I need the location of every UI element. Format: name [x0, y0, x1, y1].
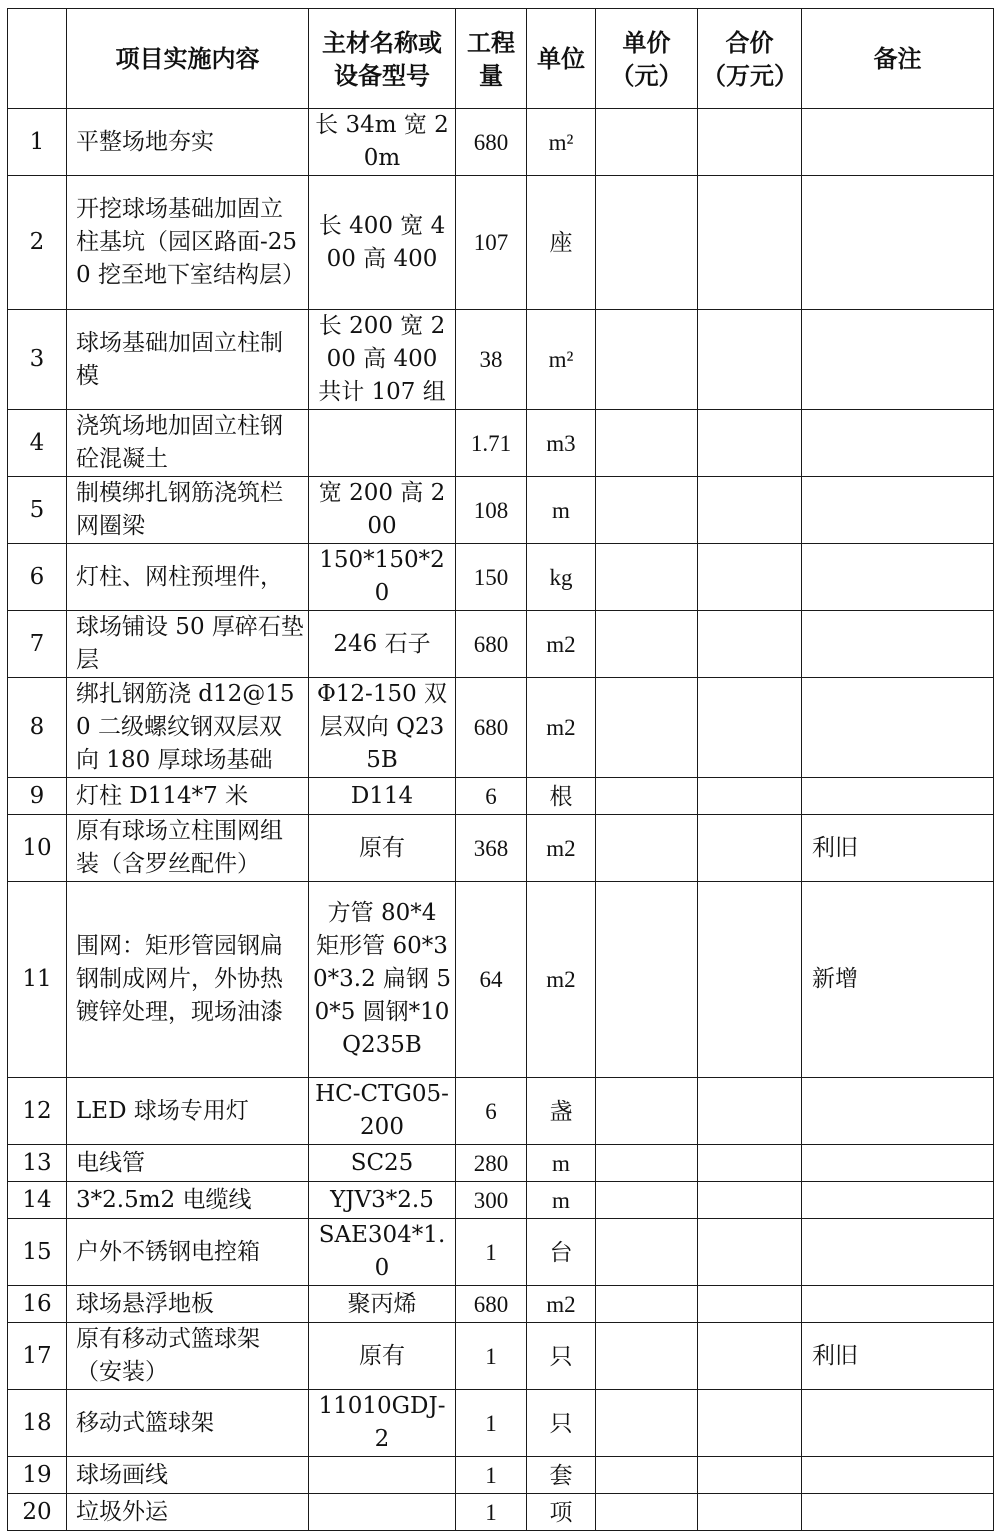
cell-material: 原有 [309, 1323, 456, 1390]
cell-content: 球场悬浮地板 [67, 1286, 309, 1323]
cell-unit: m [527, 1182, 596, 1219]
cell-no: 14 [8, 1182, 67, 1219]
cell-quantity: 6 [456, 778, 527, 815]
cell-content: 户外不锈钢电控箱 [67, 1219, 309, 1286]
cell-unit-price [596, 1457, 698, 1494]
cell-unit-price [596, 1219, 698, 1286]
header-quantity: 工程量 [456, 9, 527, 109]
table-row [8, 1390, 994, 1457]
table-row [8, 1145, 994, 1182]
cell-material: D114 [309, 778, 456, 815]
cell-content: LED 球场专用灯 [67, 1078, 309, 1145]
cell-material [309, 1494, 456, 1531]
cell-remarks [802, 1182, 994, 1219]
cell-content: 开挖球场基础加固立柱基坑（园区路面-250 挖至地下室结构层） [67, 176, 309, 310]
cell-remarks [802, 1145, 994, 1182]
table-row [8, 1182, 994, 1219]
cell-total-price [698, 1286, 802, 1323]
cell-content: 3*2.5m2 电缆线 [67, 1182, 309, 1219]
cell-remarks [802, 1494, 994, 1531]
cell-unit-price [596, 678, 698, 778]
cell-unit: m2 [527, 611, 596, 678]
cell-unit-price [596, 1286, 698, 1323]
cell-total-price [698, 611, 802, 678]
cell-unit: 座 [527, 176, 596, 310]
header-material: 主材名称或设备型号 [309, 9, 456, 109]
cell-unit: kg [527, 544, 596, 611]
cell-no: 5 [8, 477, 67, 544]
cell-content: 垃圾外运 [67, 1494, 309, 1531]
table-row [8, 1457, 994, 1494]
cell-no: 12 [8, 1078, 67, 1145]
cell-material: 方管 80*4 矩形管 60*30*3.2 扁钢 50*5 圆钢*10 Q235B [309, 882, 456, 1078]
table-header-row [8, 9, 994, 109]
table-row [8, 310, 994, 410]
cell-unit: m [527, 1145, 596, 1182]
cell-unit: 只 [527, 1390, 596, 1457]
cell-content: 原有移动式篮球架（安装） [67, 1323, 309, 1390]
cell-total-price [698, 815, 802, 882]
table-row [8, 815, 994, 882]
cell-quantity: 64 [456, 882, 527, 1078]
cell-material: SC25 [309, 1145, 456, 1182]
cell-unit-price [596, 176, 698, 310]
cell-unit-price [596, 778, 698, 815]
cell-material: 150*150*20 [309, 544, 456, 611]
cell-remarks: 新增 [802, 882, 994, 1078]
cell-content: 球场基础加固立柱制模 [67, 310, 309, 410]
cell-remarks [802, 1078, 994, 1145]
cell-no: 11 [8, 882, 67, 1078]
cell-unit: 套 [527, 1457, 596, 1494]
cell-quantity: 1 [456, 1219, 527, 1286]
cell-no: 8 [8, 678, 67, 778]
cell-no: 19 [8, 1457, 67, 1494]
table-row [8, 1219, 994, 1286]
cell-content: 灯柱、网柱预埋件， [67, 544, 309, 611]
table-row [8, 778, 994, 815]
cell-unit-price [596, 410, 698, 477]
cell-unit-price [596, 1323, 698, 1390]
cell-remarks [802, 310, 994, 410]
cell-remarks [802, 410, 994, 477]
cell-total-price [698, 778, 802, 815]
cell-no: 18 [8, 1390, 67, 1457]
cell-unit-price [596, 611, 698, 678]
cell-total-price [698, 1390, 802, 1457]
cell-quantity: 680 [456, 611, 527, 678]
cell-no: 15 [8, 1219, 67, 1286]
cell-remarks [802, 544, 994, 611]
table-row [8, 544, 994, 611]
cell-material: 246 石子 [309, 611, 456, 678]
cell-total-price [698, 477, 802, 544]
cell-quantity: 1 [456, 1457, 527, 1494]
cell-no: 4 [8, 410, 67, 477]
table-row [8, 477, 994, 544]
table-row [8, 1494, 994, 1531]
header-content: 项目实施内容 [67, 9, 309, 109]
cell-material: SAE304*1.0 [309, 1219, 456, 1286]
cell-material [309, 410, 456, 477]
table-row [8, 882, 994, 1078]
cell-no: 7 [8, 611, 67, 678]
cell-unit: 根 [527, 778, 596, 815]
cell-content: 灯柱 D114*7 米 [67, 778, 309, 815]
table-row [8, 176, 994, 310]
table-body [8, 109, 994, 1531]
cell-remarks [802, 1219, 994, 1286]
cell-no: 3 [8, 310, 67, 410]
cell-quantity: 300 [456, 1182, 527, 1219]
cell-total-price [698, 1182, 802, 1219]
cell-remarks: 利旧 [802, 815, 994, 882]
cell-total-price [698, 1145, 802, 1182]
cell-material: 11010GDJ-2 [309, 1390, 456, 1457]
cell-quantity: 680 [456, 1286, 527, 1323]
table-row [8, 678, 994, 778]
cell-unit: m² [527, 109, 596, 176]
header-remarks: 备注 [802, 9, 994, 109]
cell-material: Φ12-150 双层双向 Q235B [309, 678, 456, 778]
cell-unit-price [596, 109, 698, 176]
cell-unit-price [596, 815, 698, 882]
cell-content: 围网：矩形管园钢扁钢制成网片，外协热镀锌处理，现场油漆 [67, 882, 309, 1078]
cell-content: 制模绑扎钢筋浇筑栏网圈梁 [67, 477, 309, 544]
table-row [8, 611, 994, 678]
cell-no: 6 [8, 544, 67, 611]
cell-total-price [698, 1219, 802, 1286]
cell-remarks [802, 109, 994, 176]
cell-remarks [802, 1390, 994, 1457]
cell-quantity: 1 [456, 1390, 527, 1457]
cell-remarks [802, 477, 994, 544]
cell-no: 10 [8, 815, 67, 882]
cell-remarks [802, 611, 994, 678]
cell-total-price [698, 544, 802, 611]
cell-no: 16 [8, 1286, 67, 1323]
cell-unit: m² [527, 310, 596, 410]
cell-remarks [802, 778, 994, 815]
cell-material: 原有 [309, 815, 456, 882]
cell-total-price [698, 1078, 802, 1145]
cell-remarks [802, 1457, 994, 1494]
cell-content: 浇筑场地加固立柱钢砼混凝土 [67, 410, 309, 477]
cell-unit-price [596, 1145, 698, 1182]
cell-quantity: 108 [456, 477, 527, 544]
cell-total-price [698, 1323, 802, 1390]
cell-unit: m2 [527, 882, 596, 1078]
cell-content: 球场铺设 50 厚碎石垫层 [67, 611, 309, 678]
cell-material: 长 34m 宽 20m [309, 109, 456, 176]
cell-content: 电线管 [67, 1145, 309, 1182]
cell-quantity: 280 [456, 1145, 527, 1182]
cell-unit-price [596, 310, 698, 410]
cell-no: 1 [8, 109, 67, 176]
cell-total-price [698, 1494, 802, 1531]
header-unit: 单位 [527, 9, 596, 109]
header-no [8, 9, 67, 109]
cell-material: HC-CTG05-200 [309, 1078, 456, 1145]
cell-quantity: 1 [456, 1494, 527, 1531]
cell-unit: 项 [527, 1494, 596, 1531]
cell-no: 2 [8, 176, 67, 310]
cell-unit: m3 [527, 410, 596, 477]
cell-remarks [802, 176, 994, 310]
cell-no: 20 [8, 1494, 67, 1531]
cell-material [309, 1457, 456, 1494]
table-row [8, 109, 994, 176]
cell-unit-price [596, 1494, 698, 1531]
cell-remarks: 利旧 [802, 1323, 994, 1390]
cell-total-price [698, 678, 802, 778]
cell-unit: m2 [527, 815, 596, 882]
cell-quantity: 1 [456, 1323, 527, 1390]
cell-remarks [802, 678, 994, 778]
cell-no: 17 [8, 1323, 67, 1390]
cell-content: 移动式篮球架 [67, 1390, 309, 1457]
cell-quantity: 107 [456, 176, 527, 310]
table-row [8, 1078, 994, 1145]
cell-quantity: 368 [456, 815, 527, 882]
cell-unit-price [596, 1390, 698, 1457]
cell-material: 宽 200 高 200 [309, 477, 456, 544]
cell-quantity: 6 [456, 1078, 527, 1145]
cell-content: 球场画线 [67, 1457, 309, 1494]
cell-content: 平整场地夯实 [67, 109, 309, 176]
cell-total-price [698, 310, 802, 410]
cell-material: 聚丙烯 [309, 1286, 456, 1323]
cell-total-price [698, 109, 802, 176]
cell-total-price [698, 410, 802, 477]
cell-quantity: 1.71 [456, 410, 527, 477]
cell-unit: m [527, 477, 596, 544]
cell-total-price [698, 882, 802, 1078]
cell-total-price [698, 176, 802, 310]
cell-quantity: 680 [456, 678, 527, 778]
cell-quantity: 680 [456, 109, 527, 176]
cell-quantity: 38 [456, 310, 527, 410]
cell-total-price [698, 1457, 802, 1494]
cell-unit: m2 [527, 1286, 596, 1323]
cell-unit-price [596, 1078, 698, 1145]
cell-unit-price [596, 477, 698, 544]
cell-content: 绑扎钢筋浇 d12@150 二级螺纹钢双层双向 180 厚球场基础 [67, 678, 309, 778]
cell-material: 长 400 宽 400 高 400 [309, 176, 456, 310]
header-unit-price: 单价（元） [596, 9, 698, 109]
cell-no: 9 [8, 778, 67, 815]
table-row [8, 1323, 994, 1390]
cell-remarks [802, 1286, 994, 1323]
cell-content: 原有球场立柱围网组装（含罗丝配件） [67, 815, 309, 882]
cell-unit: m2 [527, 678, 596, 778]
cell-unit-price [596, 1182, 698, 1219]
cell-unit: 盏 [527, 1078, 596, 1145]
header-total-price: 合价（万元） [698, 9, 802, 109]
cell-material: 长 200 宽 200 高 400 共计 107 组 [309, 310, 456, 410]
cell-unit-price [596, 544, 698, 611]
bill-of-quantities-table [7, 8, 994, 1531]
cell-no: 13 [8, 1145, 67, 1182]
cell-unit: 只 [527, 1323, 596, 1390]
table-row [8, 410, 994, 477]
cell-quantity: 150 [456, 544, 527, 611]
cell-unit: 台 [527, 1219, 596, 1286]
table-row [8, 1286, 994, 1323]
cell-unit-price [596, 882, 698, 1078]
cell-material: YJV3*2.5 [309, 1182, 456, 1219]
